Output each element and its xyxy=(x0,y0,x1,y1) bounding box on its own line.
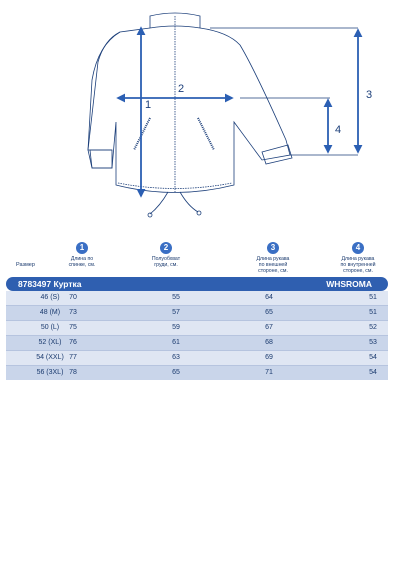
column-header-2-text-line2: груди, см. xyxy=(154,262,178,268)
table-row xyxy=(6,321,388,335)
cell-length: 75 xyxy=(69,324,77,331)
column-header-1-text-line2: спинке, см. xyxy=(68,262,96,268)
table-header xyxy=(0,242,400,278)
label-1: 1 xyxy=(145,99,152,111)
cell-length: 70 xyxy=(69,294,77,301)
table-row xyxy=(6,366,388,380)
cell-sleeve-outer: 69 xyxy=(265,354,273,361)
cell-sleeve-outer: 65 xyxy=(265,309,273,316)
drawstring-left xyxy=(150,192,168,214)
column-header-3 xyxy=(248,242,298,274)
cell-chest: 61 xyxy=(172,339,180,346)
column-header-2-text-line1: Полуобхват xyxy=(151,256,181,262)
table-row xyxy=(6,351,388,365)
left-cuff xyxy=(90,150,112,168)
cell-size: 46 (S) xyxy=(40,294,60,301)
cell-length: 78 xyxy=(69,369,77,376)
cell-length: 76 xyxy=(69,339,77,346)
cell-sleeve-outer: 64 xyxy=(265,294,273,301)
column-header-3-text-line2: по внешней xyxy=(258,262,288,268)
cell-sleeve-outer: 68 xyxy=(265,339,273,346)
drawstring-right xyxy=(180,192,198,212)
cell-chest: 63 xyxy=(172,354,180,361)
cell-sleeve-inner: 51 xyxy=(369,309,377,316)
cell-size: 54 (XXL) xyxy=(36,354,64,361)
column-header-4 xyxy=(333,242,383,274)
column-header-3-text-line3: стороне, см. xyxy=(258,268,288,274)
table-row xyxy=(6,336,388,350)
column-header-1-text-line1: Длина по xyxy=(70,256,94,262)
jacket-body xyxy=(88,28,290,193)
cell-size: 50 (L) xyxy=(40,324,60,331)
label-3: 3 xyxy=(366,89,373,101)
size-column-header: Размер xyxy=(16,262,35,268)
jacket-measurement-diagram xyxy=(0,0,400,230)
column-header-3-text-line1: Длина рукава xyxy=(256,256,290,262)
cell-size: 48 (M) xyxy=(39,309,61,316)
cell-chest: 55 xyxy=(172,294,180,301)
cell-sleeve-inner: 54 xyxy=(369,354,377,361)
table-row xyxy=(6,291,388,305)
column-header-2 xyxy=(144,242,188,268)
cell-sleeve-inner: 52 xyxy=(369,324,377,331)
label-2: 2 xyxy=(178,83,185,95)
column-header-4-text-line3: стороне, см. xyxy=(343,268,373,274)
cell-length: 77 xyxy=(69,354,77,361)
cell-length: 73 xyxy=(69,309,77,316)
cell-sleeve-outer: 71 xyxy=(265,369,273,376)
column-header-1 xyxy=(60,242,104,268)
label-4: 4 xyxy=(335,124,342,136)
badge-2: 2 xyxy=(160,242,172,254)
left-pocket xyxy=(134,118,150,150)
jacket-collar xyxy=(150,13,200,28)
cell-size: 56 (3XL) xyxy=(36,369,64,376)
badge-3: 3 xyxy=(267,242,279,254)
cell-sleeve-inner: 54 xyxy=(369,369,377,376)
cell-chest: 57 xyxy=(172,309,180,316)
column-header-4-text-line1: Длина рукава xyxy=(341,256,375,262)
cell-sleeve-inner: 53 xyxy=(369,339,377,346)
article-title: 8783497 Куртка xyxy=(18,279,82,289)
cell-chest: 65 xyxy=(172,369,180,376)
table-row xyxy=(6,306,388,320)
cell-sleeve-inner: 51 xyxy=(369,294,377,301)
column-header-4-text-line2: по внутренней xyxy=(340,262,376,268)
right-cuff xyxy=(262,145,292,164)
brand-name: WHSROMA xyxy=(326,279,372,289)
cell-sleeve-outer: 67 xyxy=(265,324,273,331)
badge-4: 4 xyxy=(352,242,364,254)
cell-size: 52 (XL) xyxy=(38,339,62,346)
badge-1: 1 xyxy=(76,242,88,254)
product-title-bar xyxy=(6,277,388,291)
cell-chest: 59 xyxy=(172,324,180,331)
right-pocket xyxy=(198,118,214,150)
